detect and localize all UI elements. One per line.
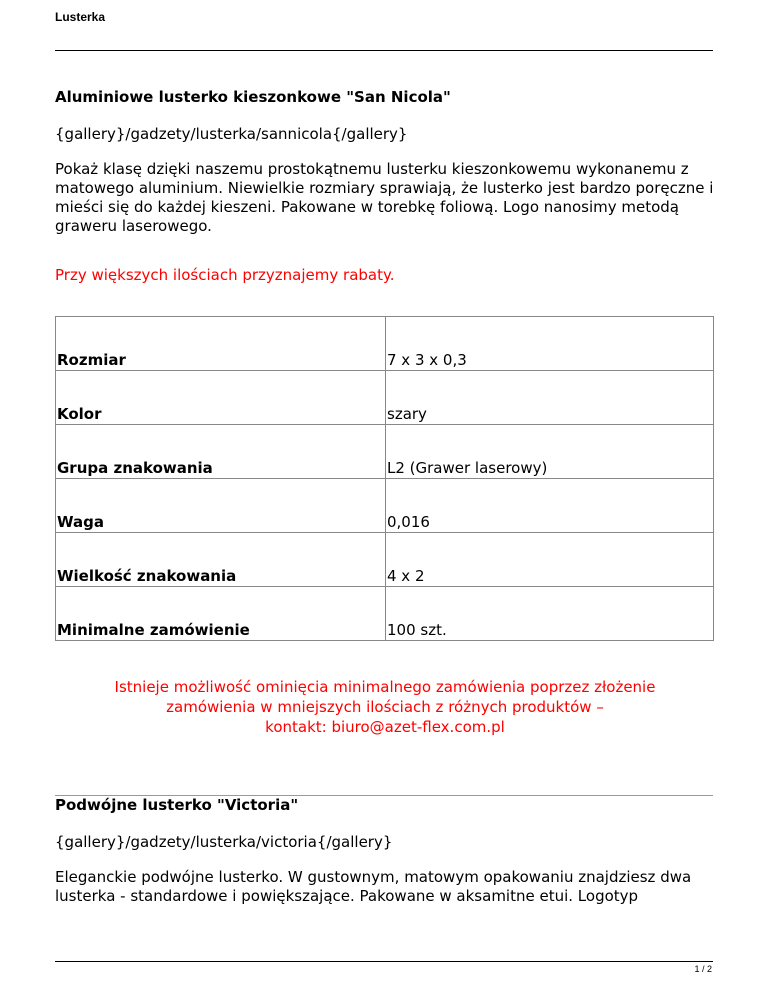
spec-value: szary (386, 371, 714, 425)
product-title: Aluminiowe lusterko kieszonkowe "San Nicola" (55, 88, 451, 106)
table-row (56, 317, 714, 371)
notice-line: Istnieje możliwość ominięcia minimalnego zamówienia poprzez złożenie (114, 678, 656, 696)
table-row (56, 479, 714, 533)
product-section-victoria (55, 796, 715, 906)
minimum-order-notice (55, 677, 715, 737)
table-row (56, 425, 714, 479)
spec-key: Grupa znakowania (56, 425, 386, 479)
notice-contact-line: kontakt: biuro@azet-flex.com.pl (265, 718, 505, 736)
spec-value: 7 x 3 x 0,3 (386, 317, 714, 371)
spec-key: Rozmiar (56, 317, 386, 371)
product-title: Podwójne lusterko "Victoria" (55, 796, 299, 814)
table-row (56, 533, 714, 587)
spec-value: L2 (Grawer laserowy) (386, 425, 714, 479)
page-number: 1 / 2 (694, 964, 712, 974)
table-row (56, 587, 714, 641)
table-row (56, 371, 714, 425)
gallery-tag: {gallery}/gadzety/lusterka/sannicola{/gallery} (55, 125, 408, 143)
product-description: Eleganckie podwójne lusterko. W gustownym, matowym opakowaniu znajdziesz dwa lusterka - standardowe i powiększające. Pakowane w aksamitne etui. Logotyp (55, 868, 692, 905)
header-divider (55, 50, 713, 51)
spec-key: Wielkość znakowania (56, 533, 386, 587)
spec-value: 4 x 2 (386, 533, 714, 587)
spec-value: 0,016 (386, 479, 714, 533)
spec-key: Kolor (56, 371, 386, 425)
specs-table (55, 316, 714, 641)
gallery-tag: {gallery}/gadzety/lusterka/victoria{/gallery} (55, 833, 393, 851)
footer-divider (55, 961, 713, 962)
main-content (55, 88, 715, 906)
page-header-title: Lusterka (55, 10, 106, 24)
notice-line: zamówienia w mniejszych ilościach z różnych produktów – (166, 698, 604, 716)
discount-notice: Przy większych ilościach przyznajemy rabaty. (55, 266, 395, 284)
spec-key: Minimalne zamówienie (56, 587, 386, 641)
spec-value: 100 szt. (386, 587, 714, 641)
product-description: Pokaż klasę dzięki naszemu prostokątnemu lusterku kieszonkowemu wykonanemu z matowego aluminium. Niewielkie rozmiary sprawiają, że lusterko jest bardzo poręczne i mieści się do każdej kieszeni. Pakowane w torebkę foliową. Logo nanosimy metodą graweru laserowego. (55, 160, 714, 235)
spec-key: Waga (56, 479, 386, 533)
